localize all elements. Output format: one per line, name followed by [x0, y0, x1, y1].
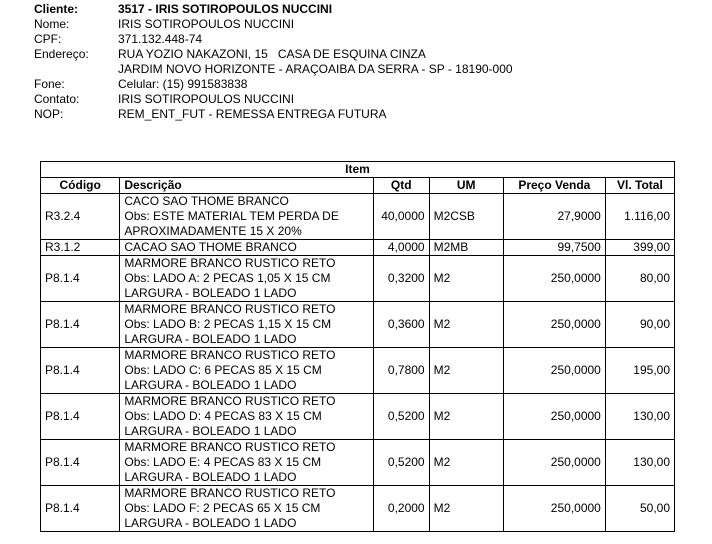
cell-codigo: R3.2.4: [41, 194, 120, 240]
table-row: [41, 256, 675, 302]
cell-codigo: P8.1.4: [41, 348, 120, 394]
items-table: [40, 161, 675, 532]
table-row: [41, 440, 675, 486]
cell-total: 195,00: [605, 348, 674, 394]
cell-qtd: 40,0000: [373, 194, 429, 240]
endereco-label: Endereço:: [34, 47, 89, 61]
cell-codigo: P8.1.4: [41, 440, 120, 486]
cell-total: 90,00: [605, 302, 674, 348]
nop-label: NOP:: [34, 107, 64, 121]
cell-qtd: 0,5200: [373, 440, 429, 486]
cell-preco: 250,0000: [503, 348, 605, 394]
cliente-value: 3517 - IRIS SOTIROPOULOS NUCCINI: [118, 2, 333, 16]
fone-label: Fone:: [34, 77, 65, 91]
col-qtd: Qtd: [373, 178, 429, 194]
cell-descricao: MARMORE BRANCO RUSTICO RETO Obs: LADO C: 6 PECAS 85 X 15 CM LARGURA - BOLEADO 1 LADO: [120, 348, 374, 394]
col-descricao: Descrição: [120, 178, 374, 194]
cell-preco: 250,0000: [503, 302, 605, 348]
endereco-line2: JARDIM NOVO HORIZONTE - ARAÇOAIBA DA SERRA - SP - 18190-000: [118, 62, 513, 76]
cell-codigo: P8.1.4: [41, 256, 120, 302]
table-row: [41, 240, 675, 256]
table-title: Item: [41, 162, 675, 178]
cell-codigo: P8.1.4: [41, 302, 120, 348]
cell-um: M2CSB: [429, 194, 503, 240]
cpf-row: [34, 32, 694, 47]
cell-descricao: MARMORE BRANCO RUSTICO RETO Obs: LADO D: 4 PECAS 83 X 15 CM LARGURA - BOLEADO 1 LADO: [120, 394, 374, 440]
fone-row: [34, 77, 694, 92]
col-preco-venda: Preço Venda: [503, 178, 605, 194]
cell-descricao: CACAO SAO THOME BRANCO: [120, 240, 374, 256]
col-um: UM: [429, 178, 503, 194]
table-row: [41, 348, 675, 394]
contato-row: [34, 92, 694, 107]
fone-value: Celular: (15) 991583838: [118, 77, 248, 91]
table-body: [41, 194, 675, 532]
cell-preco: 250,0000: [503, 394, 605, 440]
cell-um: M2: [429, 302, 503, 348]
cell-um: M2MB: [429, 240, 503, 256]
cell-preco: 250,0000: [503, 486, 605, 532]
cell-qtd: 4,0000: [373, 240, 429, 256]
cpf-label: CPF:: [34, 32, 62, 46]
cell-qtd: 0,7800: [373, 348, 429, 394]
cell-preco: 27,9000: [503, 194, 605, 240]
cell-descricao: MARMORE BRANCO RUSTICO RETO Obs: LADO A: 2 PECAS 1,05 X 15 CM LARGURA - BOLEADO 1 LADO: [120, 256, 374, 302]
cell-codigo: P8.1.4: [41, 394, 120, 440]
col-codigo: Código: [41, 178, 120, 194]
cell-um: M2: [429, 440, 503, 486]
cell-codigo: R3.1.2: [41, 240, 120, 256]
cell-preco: 250,0000: [503, 440, 605, 486]
cell-total: 1.116,00: [605, 194, 674, 240]
cell-preco: 250,0000: [503, 256, 605, 302]
nop-row: [34, 107, 694, 122]
cell-qtd: 0,3200: [373, 256, 429, 302]
endereco-row-2: [34, 62, 694, 77]
cell-um: M2: [429, 256, 503, 302]
cell-total: 80,00: [605, 256, 674, 302]
table-row: [41, 194, 675, 240]
cell-qtd: 0,3600: [373, 302, 429, 348]
cell-descricao: MARMORE BRANCO RUSTICO RETO Obs: LADO E: 4 PECAS 83 X 15 CM LARGURA - BOLEADO 1 LADO: [120, 440, 374, 486]
nome-row: [34, 17, 694, 32]
cell-qtd: 0,2000: [373, 486, 429, 532]
endereco-row: [34, 47, 694, 62]
customer-header: [34, 2, 694, 122]
cell-codigo: P8.1.4: [41, 486, 120, 532]
nop-value: REM_ENT_FUT - REMESSA ENTREGA FUTURA: [118, 107, 387, 121]
nome-label: Nome:: [34, 17, 70, 31]
table-row: [41, 394, 675, 440]
cell-descricao: CACO SAO THOME BRANCO Obs: ESTE MATERIAL TEM PERDA DE APROXIMADAMENTE 15 X 20%: [120, 194, 374, 240]
contato-label: Contato:: [34, 92, 80, 106]
cliente-label: Cliente:: [34, 2, 79, 16]
endereco-line1: RUA YOZIO NAKAZONI, 15 CASA DE ESQUINA CINZA: [118, 47, 426, 61]
cell-total: 50,00: [605, 486, 674, 532]
cliente-row: [34, 2, 694, 17]
cell-um: M2: [429, 486, 503, 532]
nome-value: IRIS SOTIROPOULOS NUCCINI: [118, 17, 295, 31]
cpf-value: 371.132.448-74: [118, 32, 203, 46]
cell-total: 399,00: [605, 240, 674, 256]
cell-descricao: MARMORE BRANCO RUSTICO RETO Obs: LADO B: 2 PECAS 1,15 X 15 CM LARGURA - BOLEADO 1 LADO: [120, 302, 374, 348]
cell-um: M2: [429, 348, 503, 394]
cell-um: M2: [429, 394, 503, 440]
cell-qtd: 0,5200: [373, 394, 429, 440]
cell-total: 130,00: [605, 394, 674, 440]
cell-descricao: MARMORE BRANCO RUSTICO RETO Obs: LADO F: 2 PECAS 65 X 15 CM LARGURA - BOLEADO 1 LADO: [120, 486, 374, 532]
cell-preco: 99,7500: [503, 240, 605, 256]
cell-total: 130,00: [605, 440, 674, 486]
table-row: [41, 486, 675, 532]
table-row: [41, 302, 675, 348]
col-vl-total: Vl. Total: [605, 178, 674, 194]
contato-value: IRIS SOTIROPOULOS NUCCINI: [118, 92, 295, 106]
